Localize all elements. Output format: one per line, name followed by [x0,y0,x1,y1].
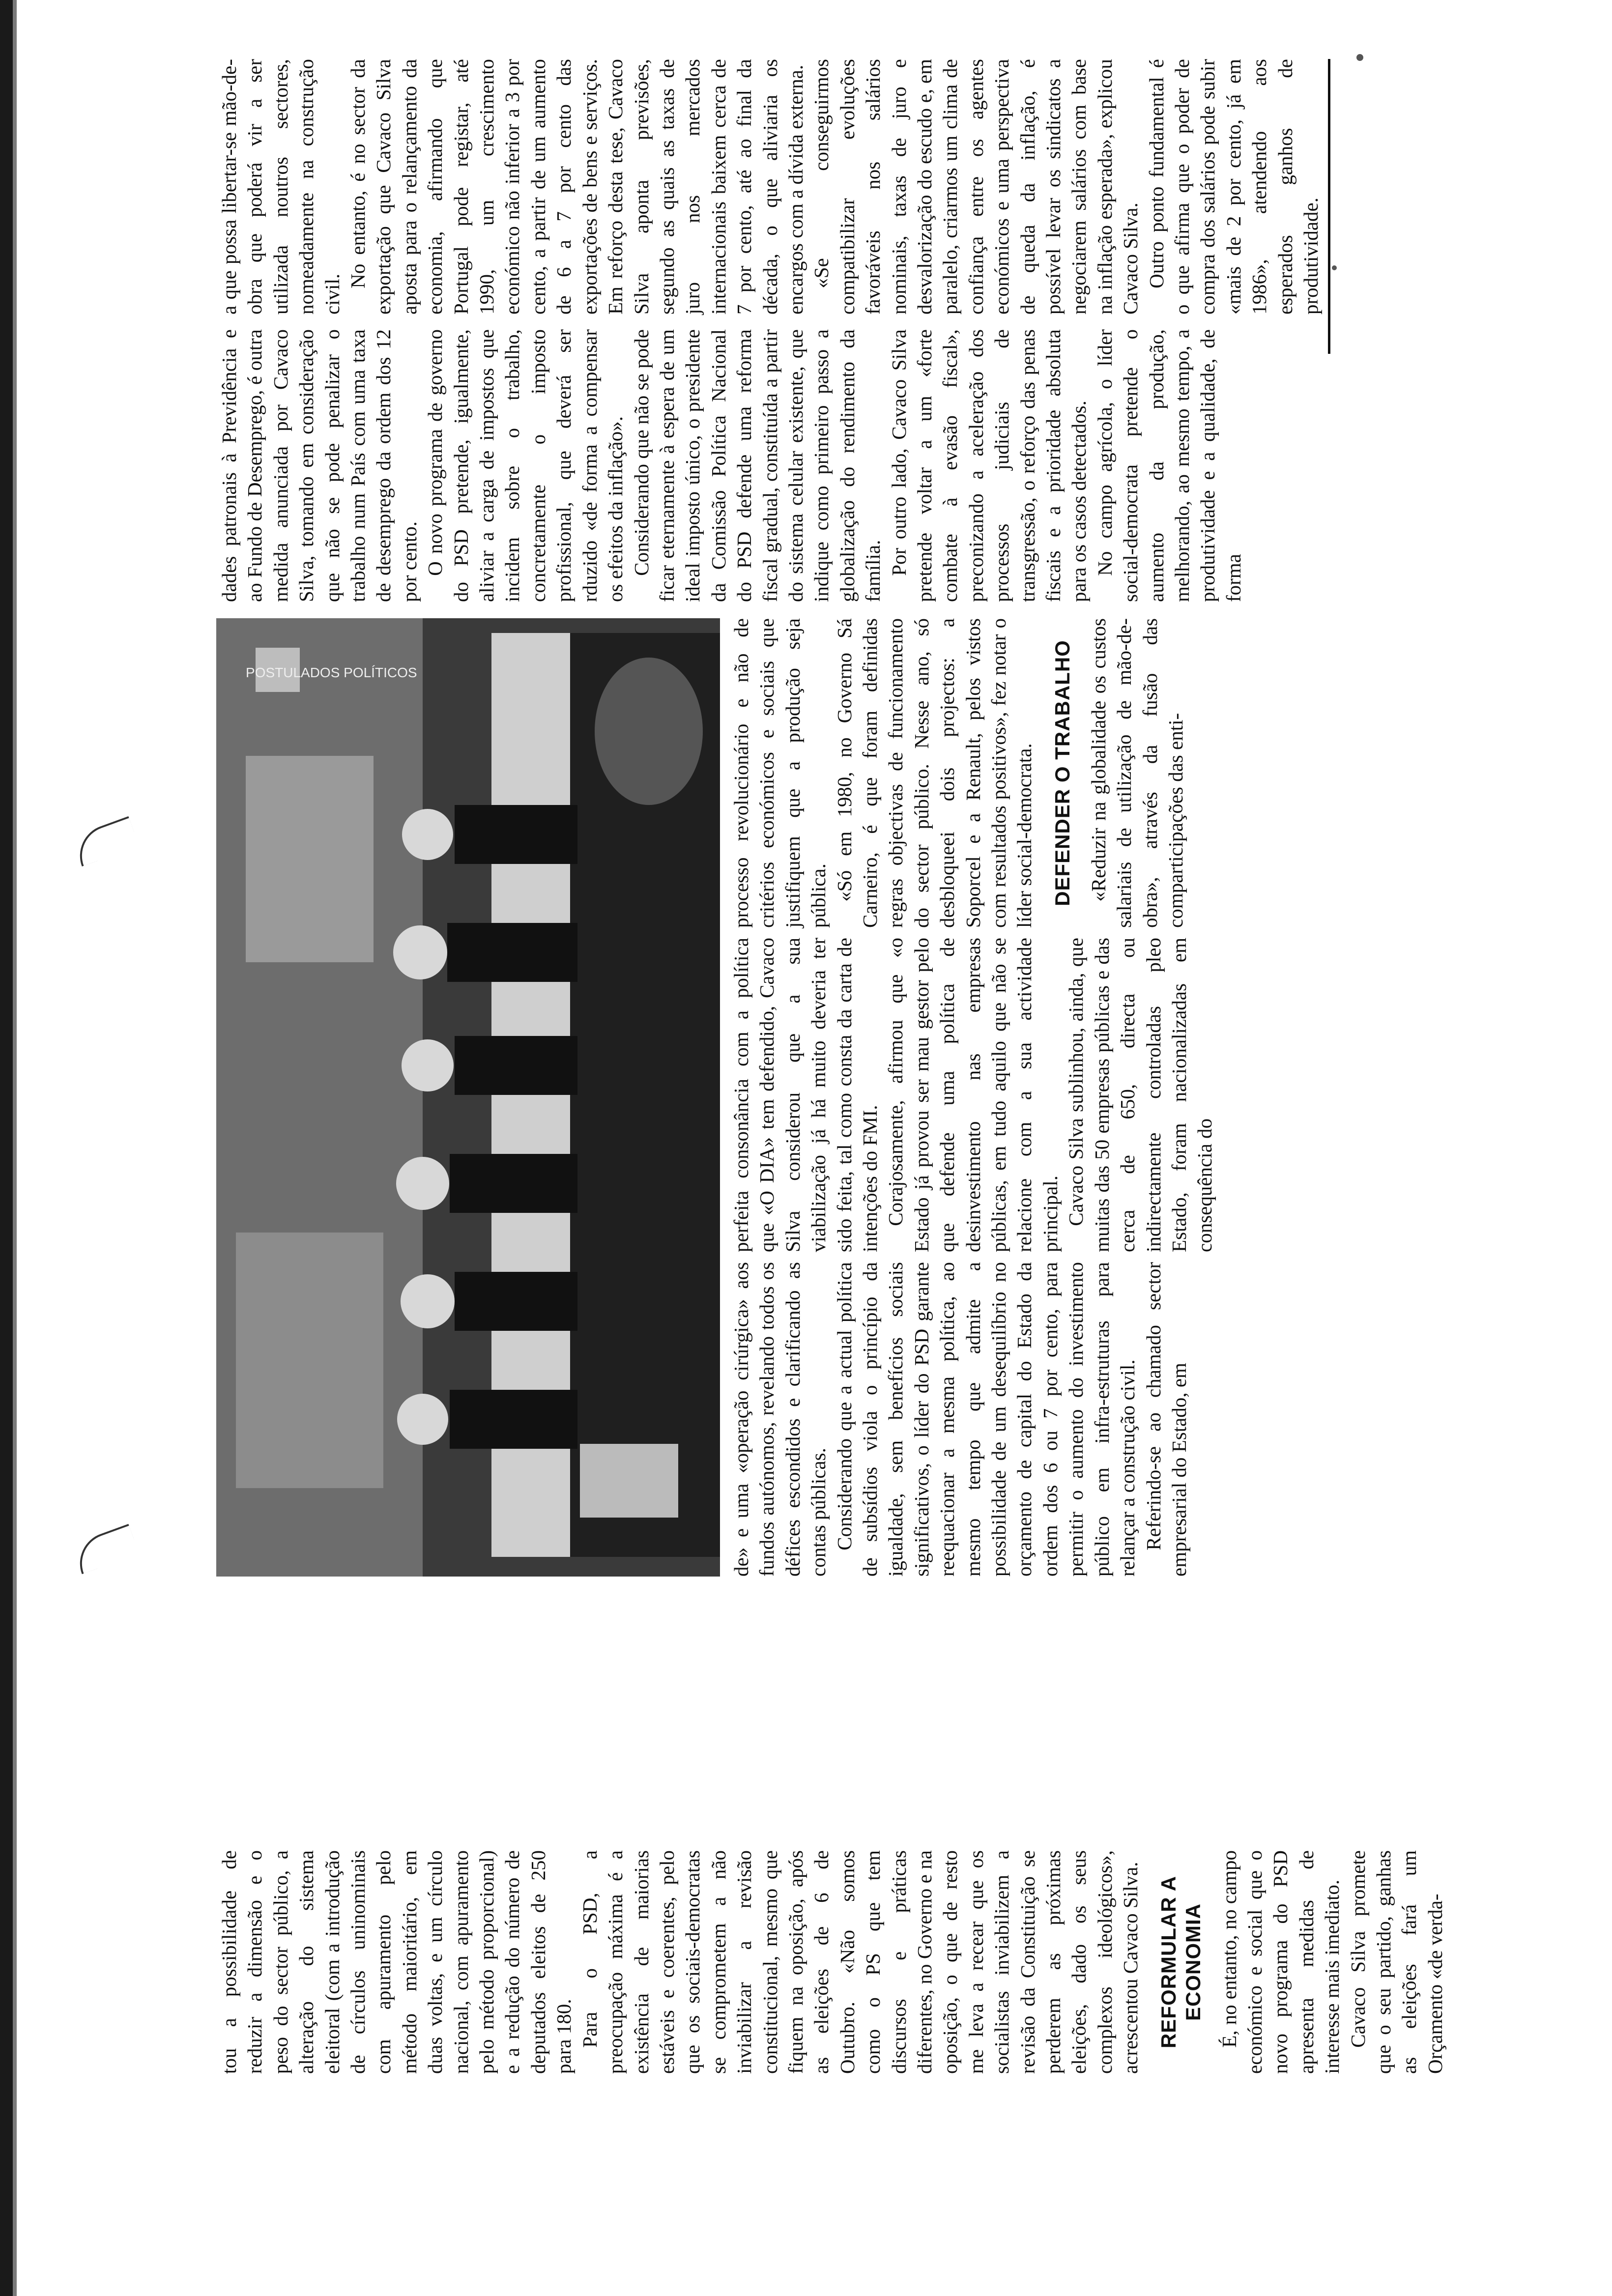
article-column-1 [216,1850,1448,2074]
paragraph: «Reduzir na globalidade os custos salariais de utilização de mão-de-obra», através da fusão das comparticipações das enti- [1087,618,1187,928]
article-column-2 [728,1262,1192,1577]
paragraph: É, no entanto, no campo económico e social que o novo programa do PSD apresenta medidas de interesse mais imediato. [1217,1850,1344,2074]
section-heading: REFORMULAR A ECONOMIA [1156,1875,1205,2049]
paragraph: No entanto, é no sector da exportação que Cavaco Silva aposta para o relançamento da economia, afirmando que Portugal pode registar, até 1990, um crescimento económico não inferior a 3 por cento, a partir de um aumento de 6 a 7 por cento das exportações de bens e serviços. Em reforço desta tese, Cavaco Silva aponta previsões, segundo as quais as taxas de juro nos mercados internacionais baixem cerca de 7 por cento, até ao final da década, o que aliviaria os encargos com a dívida externa. [346,59,807,315]
punch-hole-mark [71,816,139,867]
paragraph: de» e uma «operação cirúrgica» aos fundos autónomos, revelando todos os défices escondidos e clarificando as contas públicas. [730,1262,830,1577]
paragraph: Para o PSD, a preocupação máxima é a existência de maiorias estáveis e coerentes, pelo que os sociais-democratas se comprometem a não inviabilizar a revisão constitucional, mesmo que fiquem na oposição, após as eleições de 6 de Outubro. «Não somos como o PS que tem discursos e práticas diferentes, no Governo e na oposição, o que de resto me leva a recear que os socialistas inviabilizem a revisão da Constituição se perderem as próximas eleições, dado os seus complexos ideológicos», acrescentou Cavaco Silva. [578,1850,1142,2074]
scan-speck [1332,265,1337,270]
paragraph: processo revolucionário e não de critérios económicos e sociais que justifiquem que a produção seja pública. [730,618,830,928]
paragraph: Considerando que não se pode ficar eternamente à espera de um ideal imposto único, o presidente da Comissão Política Nacional do PSD defende uma reforma fiscal gradual, constituída a partir do sistema celular existente, que indique como primeiro passo a globalização do rendimento da família. [630,329,885,602]
column-rule [1328,59,1330,354]
paragraph: «Só em 1980, no Governo Sá Carneiro, é que foram definidas regras objectivas de funcionamento do sector público. Nesse ano, só desbloqueei dois projectos: a Soporcel e a Renault, pelos vistos com resultados positivos», fez notar o líder social-democrata. [833,618,1036,928]
paragraph: dades patronais à Previdência e ao Fundo de Desemprego, é outra medida anunciada por Cavaco Silva, tomando em consideração que não se pode penalizar o trabalho num País com uma taxa de desemprego da ordem dos 12 por cento. [218,329,421,602]
news-photo [216,618,720,1577]
scan-speck [1356,54,1363,61]
paragraph: Corajosamente, afirmou que «o Estado já provou ser mau gestor pelo que defende uma política de desinvestimento nas empresas públicas, em tudo aquilo que não se relacione com a sua actividade principal. [884,938,1062,1252]
scan-edge-shadow-light [13,0,17,2296]
paragraph: Cavaco Silva promete que o seu partido, ganhas as eleições fará um Orçamento «de verda- [1346,1850,1446,2074]
article-column-3 [728,938,1218,1252]
punch-hole-mark [71,1524,139,1575]
paragraph: perfeita consonância com a política que «O DIA» tem defendido, Cavaco Silva considerou que a sua viabilização já há muito deveria ter sido feita, tal como consta da carta de intenções do FMI. [730,938,882,1252]
article-column-5 [216,329,1246,602]
section-heading: DEFENDER O TRABALHO [1050,640,1074,906]
photo-illustration [216,618,720,1577]
paragraph: Considerando que a actual política de subsídios viola o princípio da igualdade, sem benefícios sociais significativos, o líder do PSD garante reequacionar a mesma política, ao mesmo tempo que admite a possibilidade de um desequilíbrio no orçamento de capital do Estado da ordem dos 6 ou 7 por cento, para permitir o aumento do investimento público em infra-estruturas para relançar a construção civil. [833,1262,1139,1577]
paragraph: Referindo-se ao chamado sector empresarial do Estado, em [1142,1262,1190,1577]
article-column-4 [728,618,1189,928]
photo-banner-text: POSTULADOS POLÍTICOS [246,665,417,680]
scan-edge-shadow [0,0,13,2296]
article-column-6 [216,59,1324,315]
newspaper-article [216,59,1446,2074]
paragraph: tou a possibilidade de reduzir a dimensão e o peso do sector público, a alteração do sistema eleitoral (com a introdução de círculos uninominais com apuramento pelo método maioritário, em duas voltas, e um círculo nacional, com apuramento pelo método proporcional) e a redução do número de deputados eleitos de 250 para 180. [218,1850,576,2074]
paragraph: Por outro lado, Cavaco Silva pretende voltar a um «forte combate à evasão fiscal», preconizando a aceleração dos processos judiciais de transgressão, o reforço das penas fiscais e a prioridade absoluta para os casos detectados. [887,329,1091,602]
paragraph: Outro ponto fundamental é o que afirma que o poder de compra dos salários pode subir «mais de 2 por cento, já em 1986», atendendo aos esperados ganhos de produtividade. [1145,59,1323,315]
paragraph: No campo agrícola, o líder social-democrata pretende o aumento da produção, melhorando, ao mesmo tempo, a produtividade e a qualidade, de forma [1093,329,1245,602]
paragraph: a que possa libertar-se mão-de-obra que poderá vir a ser utilizada noutros sectores, nomeadamente na construção civil. [218,59,344,315]
paragraph: «Se conseguirmos compatibilizar evoluções favoráveis nos salários nominais, taxas de juro e desvalorização do escudo e, em paralelo, criarmos um clima de confiança entre os agentes económicos e uma perspectiva de queda da inflação, é possível levar os sindicatos a negociarem salários com base na inflação esperada», explicou Cavaco Silva. [810,59,1142,315]
paragraph: Cavaco Silva sublinhou, ainda, que muitas das 50 empresas públicas e das cerca de 650, directa ou indirectamente controladas pleo Estado, foram nacionalizadas em consequência do [1065,938,1216,1252]
paragraph: O novo programa de governo do PSD pretende, igualmente, aliviar a carga de impostos que incidem sobre o trabalho, concretamente o imposto profissional, que deverá ser rduzido «de forma a compensar os efeitos da inflação». [424,329,627,602]
